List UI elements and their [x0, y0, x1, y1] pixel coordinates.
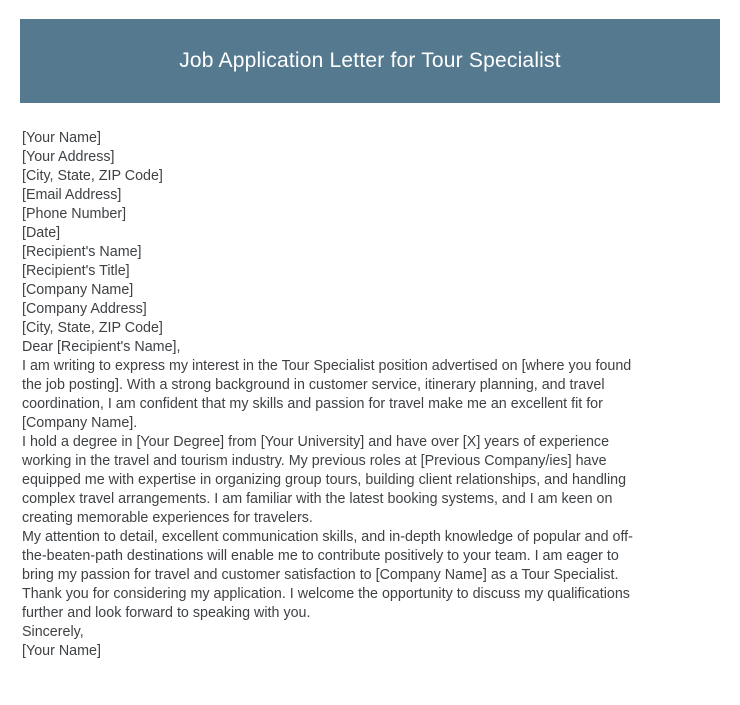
- page-title: Job Application Letter for Tour Specialist: [179, 49, 561, 72]
- letter-line: coordination, I am confident that my skills and passion for travel make me an excellent fit for: [22, 396, 603, 412]
- letter-line: [Your Name]: [22, 643, 101, 659]
- letter-line: further and look forward to speaking with you.: [22, 605, 311, 621]
- letter-line: My attention to detail, excellent communication skills, and in-depth knowledge of popular and off-: [22, 529, 633, 545]
- title-banner: [20, 19, 720, 103]
- letter-body: [22, 129, 722, 661]
- letter-line: I am writing to express my interest in the Tour Specialist position advertised on [where you found: [22, 358, 632, 374]
- letter-line: [Email Address]: [22, 187, 122, 203]
- letter-line: [Company Name]: [22, 282, 134, 298]
- letter-line: [Phone Number]: [22, 206, 127, 222]
- letter-line: [Your Name]: [22, 130, 101, 146]
- letter-line: [City, State, ZIP Code]: [22, 320, 163, 336]
- letter-line: Sincerely,: [22, 624, 84, 640]
- letter-line: [Recipient's Name]: [22, 244, 142, 260]
- letter-line: I hold a degree in [Your Degree] from [Your University] and have over [X] years of experience: [22, 434, 610, 450]
- letter-line: creating memorable experiences for travelers.: [22, 510, 313, 526]
- letter-line: equipped me with expertise in organizing group tours, building client relationships, and handling: [22, 472, 627, 488]
- letter-line: Dear [Recipient's Name],: [22, 339, 181, 355]
- letter-line: bring my passion for travel and customer satisfaction to [Company Name] as a Tour Specialist.: [22, 567, 619, 583]
- letter-line: working in the travel and tourism industry. My previous roles at [Previous Company/ies] have: [22, 453, 607, 469]
- letter-line: [Your Address]: [22, 149, 115, 165]
- letter-line: [Recipient's Title]: [22, 263, 130, 279]
- document-page: [0, 19, 740, 705]
- letter-line: [City, State, ZIP Code]: [22, 168, 163, 184]
- letter-line: [Date]: [22, 225, 61, 241]
- letter-line: [Company Address]: [22, 301, 147, 317]
- letter-line: [Company Name].: [22, 415, 138, 431]
- letter-line: complex travel arrangements. I am familiar with the latest booking systems, and I am keen on: [22, 491, 613, 507]
- letter-line: Thank you for considering my application. I welcome the opportunity to discuss my qualifications: [22, 586, 630, 602]
- letter-line: the job posting]. With a strong background in customer service, itinerary planning, and travel: [22, 377, 605, 393]
- letter-line: the-beaten-path destinations will enable me to contribute positively to your team. I am eager to: [22, 548, 619, 564]
